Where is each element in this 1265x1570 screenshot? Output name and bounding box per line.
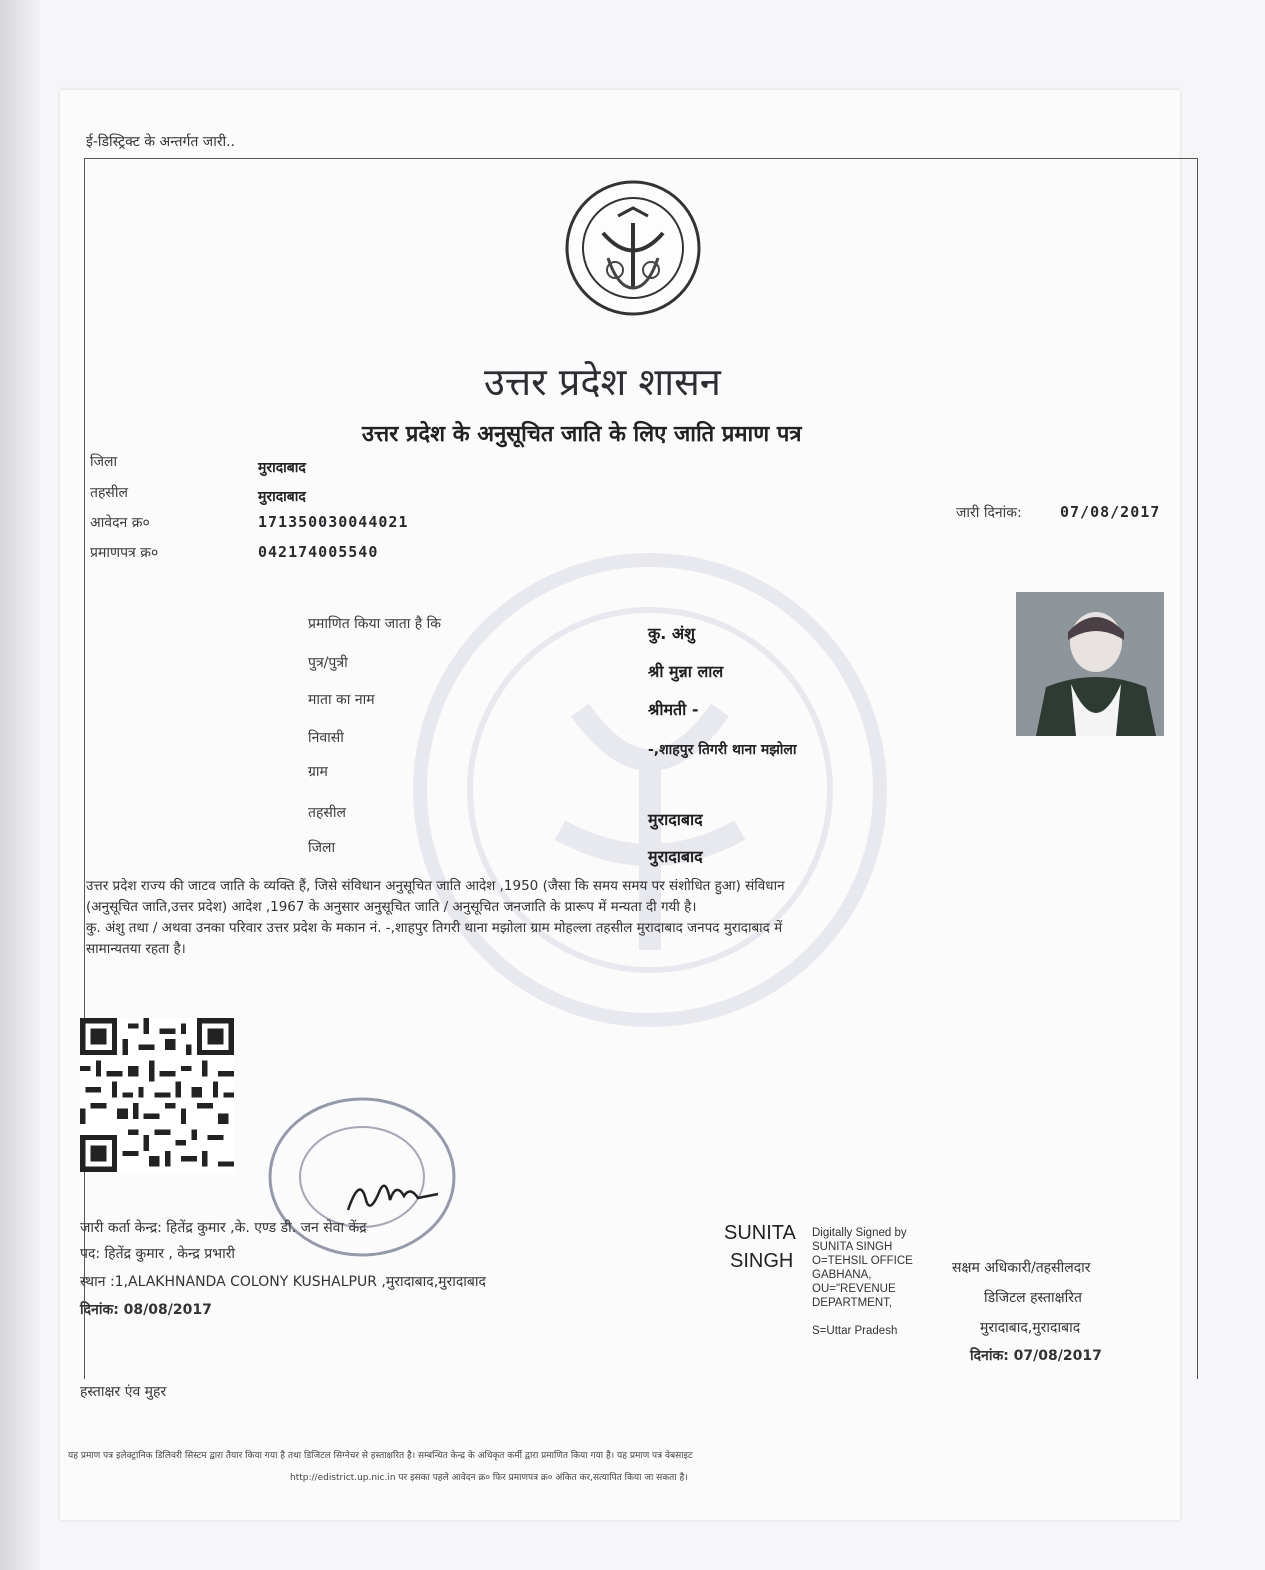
issuer-place: स्थान :1,ALAKHNANDA COLONY KUSHALPUR ,मुरादाबाद,मुरादाबाद bbox=[80, 1274, 486, 1290]
detail-tehsil-value: मुरादाबाद bbox=[648, 810, 703, 829]
officer-date: दिनांक: 07/08/2017 bbox=[970, 1348, 1102, 1364]
signature-meta-line: DEPARTMENT, bbox=[812, 1297, 893, 1309]
body-line-4: सामान्यतया रहता है। bbox=[86, 941, 186, 957]
signature-meta-line: Digitally Signed by bbox=[812, 1227, 907, 1239]
title: उत्तर प्रदेश शासन bbox=[484, 360, 721, 404]
body-line-2: (अनुसूचित जाति,उत्तर प्रदेश) आदेश ,1967 के अनुसार अनुसूचित जाति / अनुसूचित जनजाति के प्रारूप में मन्यता दी गयी है। bbox=[86, 899, 697, 915]
resident-label: निवासी bbox=[308, 730, 344, 746]
detail-district-value: मुरादाबाद bbox=[648, 847, 703, 866]
header-note: ई-डिस्ट्रिक्ट के अन्तर्गत जारी.. bbox=[86, 134, 236, 150]
detail-district-label: जिला bbox=[308, 840, 336, 856]
issue-date-label: जारी दिनांक: bbox=[956, 505, 1022, 521]
issuer-post: पद: हितेंद्र कुमार , केन्द्र प्रभारी bbox=[80, 1246, 236, 1262]
signature-meta-line: O=TEHSIL OFFICE bbox=[812, 1255, 913, 1267]
officer-title: सक्षम अधिकारी/तहसीलदार bbox=[952, 1260, 1091, 1276]
footer-line-2: http://edistrict.up.nic.in पर इसका पहले आवेदन क्र० फिर प्रमाणपत्र क्र० अंकित कर,सत्यापित किया जा सकता है। bbox=[290, 1473, 688, 1483]
qr-code-icon bbox=[80, 1018, 234, 1172]
signature-meta bbox=[812, 1226, 913, 1338]
signer-name-line1: SUNITA bbox=[724, 1222, 796, 1244]
handwritten-signature-icon bbox=[340, 1170, 450, 1220]
signature-meta-line: GABHANA, bbox=[812, 1269, 872, 1281]
body-line-3: कु. अंशु तथा / अथवा उनका परिवार उत्तर प्रदेश के मकान नं. -,शाहपुर तिगरी थाना मझोला ग्राम मोहल्ला तहसील मुरादाबाद जनपद मुरादाबाद में bbox=[86, 920, 783, 936]
district-label: जिला bbox=[90, 454, 118, 470]
signature-meta-line: OU="REVENUE bbox=[812, 1283, 896, 1295]
application-label: आवेदन क्र० bbox=[90, 515, 150, 531]
tehsil-value: मुरादाबाद bbox=[258, 489, 306, 505]
district-value: मुरादाबाद bbox=[258, 460, 306, 476]
signer-name-line2: SINGH bbox=[730, 1250, 794, 1272]
body-line-1: उत्तर प्रदेश राज्य की जाटव जाति के व्यक्ति हैं, जिसे संविधान अनुसूचित जाति आदेश ,1950 (जैसा कि समय समय पर संशोधित हुआ) संविधान bbox=[86, 878, 785, 894]
certificate-label: प्रमाणपत्र क्र० bbox=[90, 545, 159, 561]
officer-place: मुरादाबाद,मुरादाबाद bbox=[980, 1320, 1081, 1336]
certificate-number: 042174005540 bbox=[258, 543, 379, 561]
certified-label: प्रमाणित किया जाता है कि bbox=[308, 616, 442, 632]
village-label: ग्राम bbox=[308, 764, 328, 780]
person-photo-icon bbox=[1016, 592, 1164, 736]
certified-value: कु. अंशु bbox=[648, 624, 696, 643]
photo bbox=[1016, 592, 1164, 736]
sign-seal-label: हस्ताक्षर एंव मुहर bbox=[80, 1384, 167, 1400]
up-government-emblem-icon bbox=[563, 178, 703, 318]
resident-value: -,शाहपुर तिगरी थाना मझोला bbox=[648, 742, 797, 758]
page-shadow bbox=[0, 0, 40, 1570]
mother-value: श्रीमती - bbox=[648, 700, 699, 719]
application-number: 171350030044021 bbox=[258, 513, 409, 531]
digital-sign-label: डिजिटल हस्ताक्षरित bbox=[984, 1290, 1082, 1306]
tehsil-label: तहसील bbox=[90, 485, 128, 501]
signature-meta-line: SUNITA SINGH bbox=[812, 1241, 893, 1253]
certificate-body bbox=[86, 876, 1146, 960]
detail-tehsil-label: तहसील bbox=[308, 805, 346, 821]
issuer-center: जारी कर्ता केन्द्र: हितेंद्र कुमार ,के. एण्ड डी. जन सेवा केंद्र bbox=[80, 1220, 367, 1236]
parent-value: श्री मुन्ना लाल bbox=[648, 662, 724, 681]
signature-meta-line bbox=[812, 1310, 913, 1324]
footer-line-1: यह प्रमाण पत्र इलेक्ट्रानिक डिलिवरी सिस्टम द्वारा तैयार किया गया है तथा डिजिटल सिग्नेचर से हस्ताक्षरित है। सम्बन्धित केन्द्र के अधिकृत कर्मी द्वारा प्रमाणित किया गया है। यह प्रमाण पत्र वेबसाइट bbox=[68, 1451, 693, 1461]
issuer-date: दिनांक: 08/08/2017 bbox=[80, 1302, 212, 1318]
mother-label: माता का नाम bbox=[308, 692, 375, 708]
parent-label: पुत्र/पुत्री bbox=[308, 655, 348, 671]
subtitle: उत्तर प्रदेश के अनुसूचित जाति के लिए जाति प्रमाण पत्र bbox=[362, 422, 802, 447]
signature-meta-line: S=Uttar Pradesh bbox=[812, 1325, 898, 1337]
issue-date-value: 07/08/2017 bbox=[1060, 503, 1161, 521]
